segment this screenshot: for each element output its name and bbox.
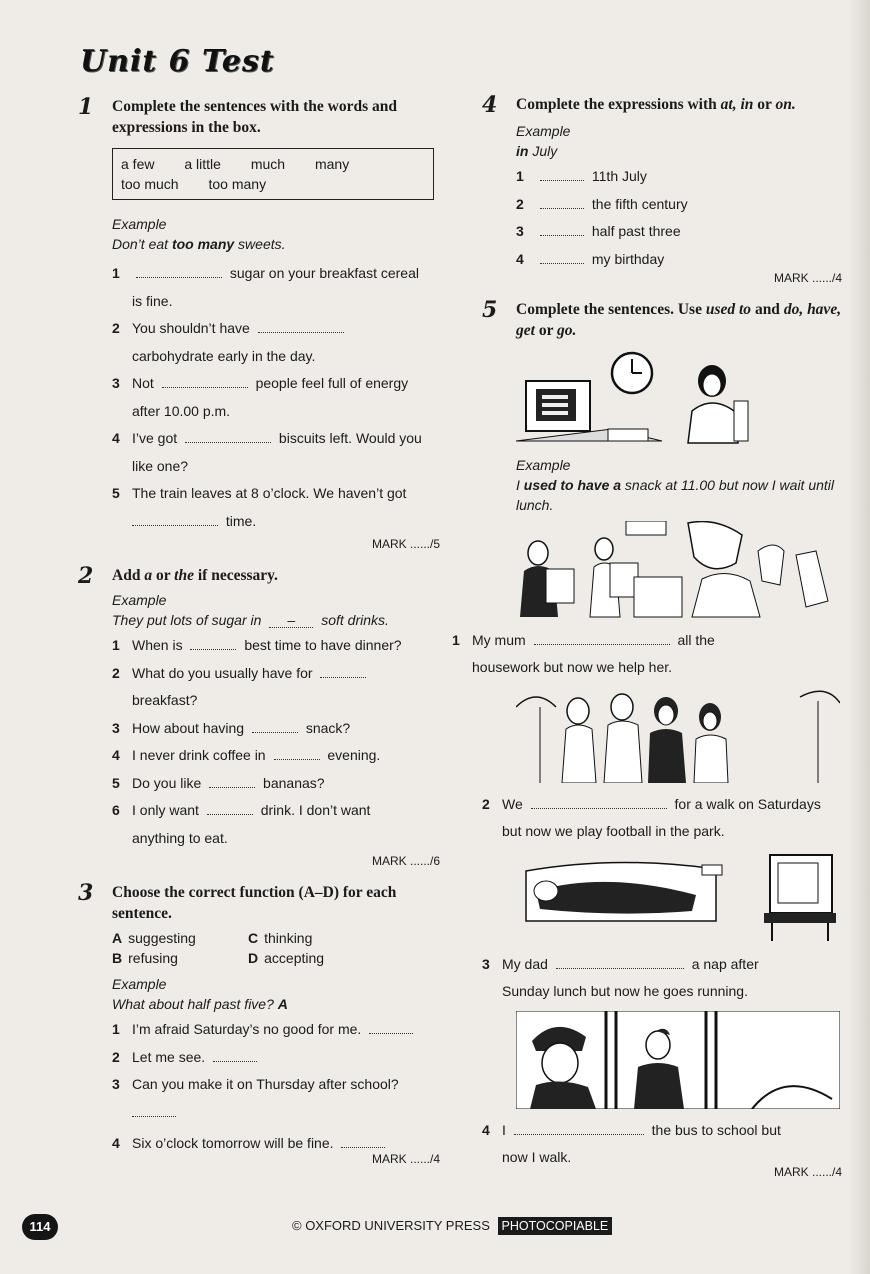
page-edge-shadow bbox=[848, 0, 870, 1274]
question-item: 4 my birthday bbox=[516, 250, 665, 267]
bus-illustration bbox=[516, 1011, 840, 1109]
answer-blank[interactable] bbox=[556, 955, 684, 969]
answer-blank[interactable] bbox=[534, 631, 670, 645]
question-item: 1 sugar on your breakfast cereal is fine. bbox=[112, 265, 419, 309]
answer-blank[interactable] bbox=[209, 774, 255, 788]
question-item: 1 11th July bbox=[516, 168, 647, 184]
question-item: 3 half past three bbox=[516, 223, 681, 239]
section-number: 3 bbox=[78, 880, 94, 906]
question-item: 3 My dad a nap after Sunday lunch but now he goes running. bbox=[482, 956, 759, 999]
left-column bbox=[78, 96, 440, 1180]
question-item: 4 Six o’clock tomorrow will be fine. bbox=[112, 1130, 440, 1158]
example-label: Example bbox=[112, 976, 167, 992]
answer-blank[interactable] bbox=[185, 429, 271, 443]
answer-blank[interactable] bbox=[531, 795, 667, 809]
box-word: many bbox=[314, 156, 350, 172]
answer-blank[interactable] bbox=[514, 1121, 644, 1135]
section-1-body bbox=[78, 148, 440, 553]
question-item: 3 Not people feel full of energy after 10.00 p.m. bbox=[112, 375, 409, 419]
answer-blank[interactable] bbox=[162, 374, 248, 388]
office-clock-illustration bbox=[512, 351, 752, 447]
page-title: Unit 6 Test bbox=[80, 44, 275, 79]
question-item: 2 We for a walk on Saturdays but now we play football in the park. bbox=[482, 796, 821, 839]
mark-box: MARK ....../6 bbox=[371, 854, 440, 868]
answer-blank[interactable] bbox=[540, 195, 584, 209]
section-number: 5 bbox=[482, 297, 498, 323]
question-item: 4 I’ve got biscuits left. Would you like one? bbox=[112, 430, 422, 474]
answer-blank[interactable] bbox=[540, 167, 584, 181]
example-sentence: I used to have a snack at 11.00 but now I wait until lunch. bbox=[516, 477, 835, 513]
photocopiable-badge: PHOTOCOPIABLE bbox=[498, 1217, 613, 1235]
section-3-body bbox=[78, 928, 440, 1168]
section-number: 2 bbox=[78, 563, 94, 589]
section-5-items-c bbox=[482, 951, 842, 1005]
section-number: 4 bbox=[482, 92, 498, 118]
publisher-name: © OXFORD UNIVERSITY PRESS bbox=[292, 1218, 490, 1233]
section-5-items-d bbox=[482, 1117, 842, 1181]
question-item: 5 The train leaves at 8 o’clock. We haven’t got time. bbox=[112, 485, 407, 529]
section-title: Complete the sentences with the words and expressions in the box. bbox=[112, 98, 398, 136]
question-item: 1 My mum all the housework but now we help her. bbox=[452, 632, 715, 675]
answer-blank[interactable] bbox=[369, 1020, 413, 1034]
section-title: Complete the expressions with at, in or on. bbox=[516, 96, 796, 113]
section-number: 1 bbox=[78, 94, 94, 120]
right-column bbox=[452, 92, 842, 1193]
section-5-heading bbox=[482, 299, 842, 341]
section-5-body bbox=[482, 455, 842, 515]
section-title: Choose the correct function (A–D) for each sentence. bbox=[112, 884, 397, 922]
example-sentence: in July bbox=[516, 143, 558, 159]
question-item: 2 Let me see. bbox=[112, 1044, 440, 1072]
option-item: A suggesting bbox=[112, 930, 196, 946]
mark-box: MARK ....../4 bbox=[371, 1151, 440, 1166]
box-word: too much bbox=[121, 176, 179, 192]
answer-blank[interactable] bbox=[320, 664, 366, 678]
answer-blank[interactable] bbox=[540, 250, 584, 264]
mark-box: MARK ....../5 bbox=[371, 537, 440, 551]
section-2-body bbox=[78, 590, 440, 870]
question-item: 1 I’m afraid Saturday’s no good for me. bbox=[112, 1016, 440, 1044]
section-1-heading bbox=[78, 96, 440, 138]
answer-blank[interactable] bbox=[258, 319, 344, 333]
question-item: 2 the fifth century bbox=[516, 195, 688, 212]
answer-blank[interactable] bbox=[341, 1134, 385, 1148]
publisher-footer bbox=[292, 1217, 612, 1235]
box-word: too many bbox=[208, 176, 267, 192]
answer-blank[interactable] bbox=[207, 801, 253, 815]
question-item: 3 Can you make it on Thursday after school? bbox=[112, 1071, 440, 1126]
answer-blank[interactable] bbox=[213, 1048, 257, 1062]
question-item: 3 How about having snack? bbox=[112, 719, 351, 736]
section-5-items-a bbox=[452, 627, 842, 681]
answer-blank[interactable] bbox=[132, 512, 218, 526]
example-label: Example bbox=[516, 457, 571, 473]
mark-box: MARK ....../4 bbox=[773, 271, 842, 285]
mark-box: MARK ....../4 bbox=[773, 1165, 842, 1179]
example-label: Example bbox=[112, 216, 167, 232]
answer-blank[interactable] bbox=[132, 1103, 176, 1117]
example-label: Example bbox=[112, 592, 167, 608]
section-4-heading bbox=[482, 92, 842, 118]
option-item: B refusing bbox=[112, 950, 178, 966]
example-sentence: They put lots of sugar in – soft drinks. bbox=[112, 612, 389, 628]
answer-blank[interactable] bbox=[190, 636, 236, 650]
section-3-heading bbox=[78, 882, 440, 924]
box-word: a little bbox=[184, 156, 221, 172]
page-number-badge: 114 bbox=[22, 1214, 58, 1240]
example-label: Example bbox=[516, 123, 571, 139]
question-item: 2 You shouldn’t have carbohydrate early in the day. bbox=[112, 315, 440, 370]
question-item: 4 I the bus to school but now I walk. bbox=[482, 1122, 781, 1165]
word-box bbox=[112, 148, 434, 200]
answer-blank[interactable] bbox=[274, 746, 320, 760]
answer-blank[interactable] bbox=[252, 719, 298, 733]
question-item: 2 What do you usually have for breakfast? bbox=[112, 660, 440, 715]
answer-blank[interactable] bbox=[540, 222, 584, 236]
question-item: 6 I only want drink. I don’t want anything to eat. bbox=[112, 802, 371, 846]
question-item: 1 When is best time to have dinner? bbox=[112, 637, 402, 653]
family-walk-illustration bbox=[516, 687, 840, 783]
option-item: D accepting bbox=[248, 950, 325, 966]
section-title: Complete the sentences. Use used to and do, have, get or go. bbox=[516, 301, 842, 339]
box-word: much bbox=[250, 156, 286, 172]
section-2-heading bbox=[78, 563, 440, 589]
example-sentence: Don’t eat too many sweets. bbox=[112, 236, 286, 252]
box-word: a few bbox=[121, 156, 155, 172]
example-sentence: What about half past five? A bbox=[112, 996, 288, 1012]
question-item: 4 I never drink coffee in evening. bbox=[112, 747, 381, 763]
option-item: C thinking bbox=[248, 930, 313, 946]
section-4-body bbox=[482, 121, 842, 287]
section-title: Add a or the if necessary. bbox=[112, 567, 278, 584]
mum-housework-illustration bbox=[516, 521, 840, 619]
question-item: 5 Do you like bananas? bbox=[112, 774, 325, 791]
section-5-items-b bbox=[482, 791, 842, 845]
dad-napping-illustration bbox=[516, 851, 840, 943]
answer-blank[interactable] bbox=[136, 264, 222, 278]
function-options bbox=[112, 928, 440, 968]
